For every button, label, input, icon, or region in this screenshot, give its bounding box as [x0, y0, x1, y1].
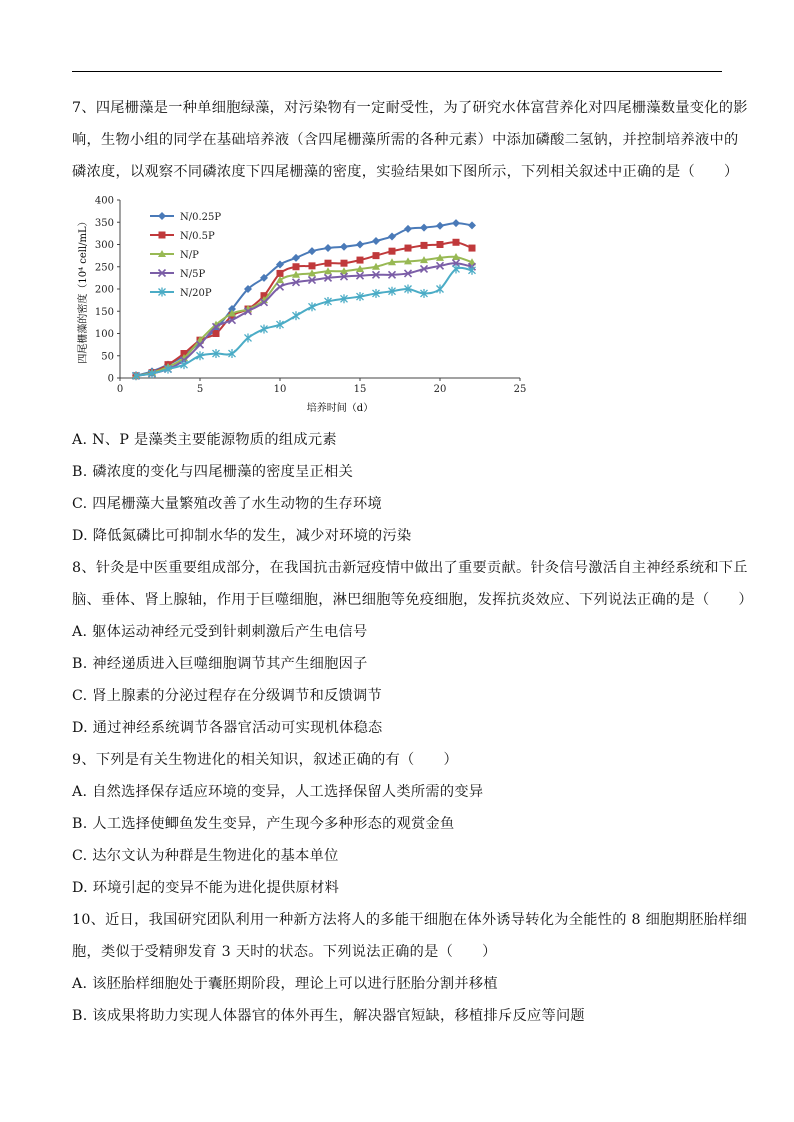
data-point [437, 241, 444, 248]
data-point [468, 221, 476, 229]
legend-label: N/P [180, 250, 199, 261]
y-tick-label: 0 [107, 373, 114, 385]
q9-option-b: B. 人工选择使鲫鱼发生变异，产生现今多种形态的观赏金鱼 [72, 816, 455, 832]
q8-option-b: B. 神经递质进入巨噬细胞调节其产生细胞因子 [72, 656, 368, 672]
data-point [325, 260, 332, 267]
x-tick-label: 0 [116, 384, 124, 395]
header-rule [72, 71, 722, 72]
data-point [292, 254, 300, 262]
data-point [437, 285, 444, 294]
q9-option-a: A. 自然选择保存适应环境的变异，人工选择保留人类所需的变异 [72, 784, 484, 800]
data-point [309, 262, 316, 269]
algae-density-chart [72, 190, 542, 430]
q8-option-c: C. 肾上腺素的分泌过程存在分级调节和反馈调节 [72, 688, 383, 704]
q7-stem-line3: 磷浓度，以观察不同磷浓度下四尾栅藻的密度，实验结果如下图所示，下列相关叙述中正确的是（ ） [72, 164, 739, 180]
y-tick-label: 150 [94, 306, 114, 318]
chart-ylabel: 四尾栅藻的密度（10⁴ cell/mL） [78, 216, 89, 364]
q8-stem-line2: 脑、垂体、肾上腺轴，作用于巨噬细胞，淋巴细胞等免疫细胞，发挥抗炎效应、下列说法正确的是（ ） [72, 592, 753, 608]
y-tick-label: 50 [101, 351, 114, 363]
data-point [356, 241, 364, 249]
legend-label: N/20P [180, 288, 212, 299]
legend-marker [159, 232, 166, 239]
chart-xlabel: 培养时间（d） [306, 403, 374, 414]
legend-label: N/0.25P [180, 212, 222, 223]
q7-option-a: A. N、P 是藻类主要能源物质的组成元素 [72, 432, 337, 448]
data-point [373, 252, 380, 259]
q8-stem-line1: 8、针灸是中医重要组成部分，在我国抗击新冠疫情中做出了重要贡献。针灸信号激活自主神经系统和下丘 [72, 560, 748, 576]
q7-option-d: D. 降低氮磷比可抑制水华的发生，减少对环境的污染 [72, 528, 412, 544]
data-point [293, 263, 300, 270]
y-tick-label: 250 [94, 262, 114, 274]
x-tick-label: 25 [513, 384, 527, 395]
chart-legend [150, 212, 221, 299]
data-point [404, 225, 412, 233]
x-tick-label: 15 [353, 384, 367, 395]
data-point [277, 270, 284, 277]
data-point [213, 330, 220, 337]
data-point [388, 232, 396, 240]
data-point [469, 245, 476, 252]
q10-stem-line1: 10、近日，我国研究团队利用一种新方法将人的多能干细胞在体外诱导转化为全能性的 8 细胞期胚胎样细 [72, 912, 748, 928]
q10-stem-line2: 胞，类似于受精卵发育 3 天时的状态。下列说法正确的是（ ） [72, 944, 497, 960]
data-point [421, 242, 428, 249]
chart-series [132, 219, 476, 380]
y-tick-label: 100 [94, 329, 114, 340]
y-tick-label: 200 [94, 284, 114, 296]
data-point [324, 244, 332, 252]
legend-label: N/5P [180, 269, 206, 280]
data-point [308, 247, 316, 255]
data-point [453, 239, 460, 246]
q8-option-a: A. 躯体运动神经元受到针刺刺激后产生电信号 [72, 624, 368, 640]
q8-option-d: D. 通过神经系统调节各器官活动可实现机体稳态 [72, 720, 383, 736]
q7-option-c: C. 四尾栅藻大量繁殖改善了水生动物的生存环境 [72, 496, 383, 512]
x-tick-label: 20 [433, 384, 447, 395]
y-tick-label: 350 [94, 217, 114, 229]
q10-option-a: A. 该胚胎样细胞处于囊胚期阶段，理论上可以进行胚胎分割并移植 [72, 976, 498, 992]
data-point [357, 257, 364, 264]
data-point [436, 222, 444, 230]
data-point [341, 260, 348, 267]
legend-label: N/0.5P [180, 231, 215, 242]
data-point [293, 311, 300, 320]
data-point [372, 237, 380, 245]
x-tick-label: 5 [196, 384, 204, 395]
data-point [245, 333, 252, 342]
q9-option-d: D. 环境引起的变异不能为进化提供原材料 [72, 880, 340, 896]
q7-stem-line2: 响，生物小组的同学在基础培养液（含四尾栅藻所需的各种元素）中添加磷酸二氢钠，并控制培养液中的 [72, 132, 739, 148]
q7-stem-line1: 7、四尾栅藻是一种单细胞绿藻，对污染物有一定耐受性，为了研究水体富营养化对四尾栅藻数量变化的影 [72, 100, 748, 116]
legend-marker [158, 212, 166, 220]
data-point [340, 243, 348, 251]
data-point [389, 248, 396, 255]
y-tick-label: 400 [94, 195, 114, 207]
data-point [277, 283, 284, 290]
data-point [405, 245, 412, 252]
q9-stem-line1: 9、下列是有关生物进化的相关知识，叙述正确的有（ ） [72, 752, 459, 768]
data-point [420, 224, 428, 232]
q9-option-c: C. 达尔文认为种群是生物进化的基本单位 [72, 848, 339, 864]
x-tick-label: 10 [273, 384, 287, 395]
q7-option-b: B. 磷浓度的变化与四尾栅藻的密度呈正相关 [72, 464, 354, 480]
y-tick-label: 300 [94, 240, 114, 251]
q10-option-b: B. 该成果将助力实现人体器官的体外再生，解决器官短缺，移植排斥反应等问题 [72, 1008, 585, 1024]
data-point [452, 219, 460, 227]
